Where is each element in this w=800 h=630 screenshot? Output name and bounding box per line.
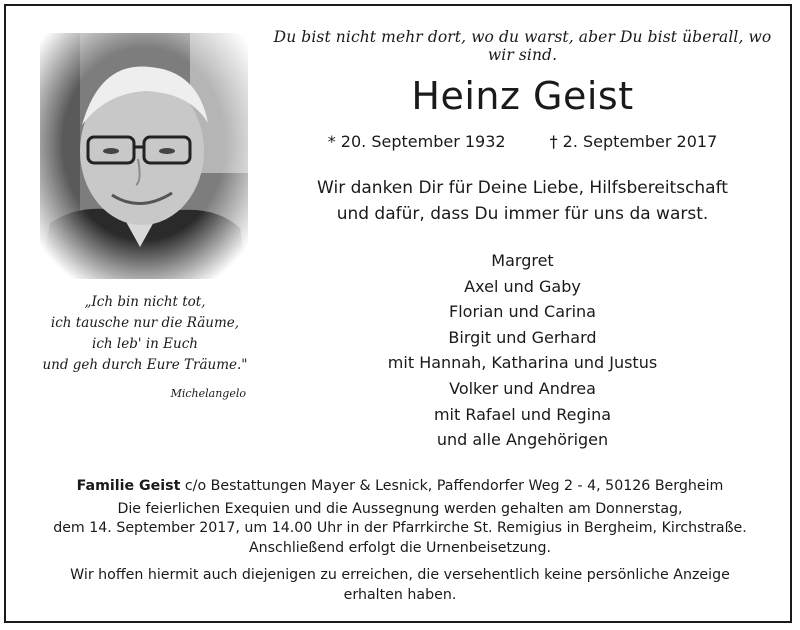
footer — [20, 477, 780, 606]
mourners-list — [270, 248, 775, 453]
contact-line — [20, 477, 780, 497]
portrait-image — [40, 33, 248, 279]
life-dates — [270, 132, 775, 151]
mourner-line: Volker und Andrea — [449, 378, 596, 398]
motto: Du bist nicht mehr dort, wo du warst, aber Du bist überall, wo wir sind. — [273, 28, 772, 64]
service-line: Die feierlichen Exequien und die Aussegnung werden gehalten am Donnerstag, — [117, 500, 683, 517]
contact-address: c/o Bestattungen Mayer & Lesnick, Paffendorfer Weg 2 - 4, 50126 Bergheim — [180, 478, 724, 494]
quote-line: ich leb' in Euch — [92, 336, 198, 352]
contact-family: Familie Geist — [76, 478, 181, 494]
service-line: Anschließend erfolgt die Urnenbeisetzung. — [248, 539, 552, 556]
note-line: erhalten haben. — [343, 586, 457, 603]
mourner-line: Axel und Gaby — [464, 276, 581, 296]
mourner-line: mit Rafael und Regina — [433, 404, 612, 424]
quote-line: und geh durch Eure Träume." — [42, 357, 248, 373]
birth-date: * 20. September 1932 — [327, 132, 506, 151]
mourner-line: und alle Angehörigen — [436, 430, 609, 450]
mourner-line: Florian und Carina — [449, 302, 596, 322]
quote — [30, 292, 260, 376]
mourner-line: Birgit und Gerhard — [448, 327, 597, 347]
quote-line: ich tausche nur die Räume, — [50, 315, 240, 331]
quote-line: „Ich bin nicht tot, — [84, 294, 206, 310]
note-line: Wir hoffen hiermit auch diejenigen zu erreichen, die versehentlich keine persönliche Anzeige — [70, 567, 730, 584]
death-date: † 2. September 2017 — [549, 132, 718, 151]
portrait-photo — [40, 33, 248, 279]
mourner-line: mit Hannah, Katharina und Justus — [387, 353, 658, 373]
thanks-line: und dafür, dass Du immer für uns da warst. — [336, 204, 709, 224]
thanks-text — [270, 175, 775, 227]
quote-author: Michelangelo — [170, 387, 246, 400]
mourner-line: Margret — [491, 251, 554, 270]
deceased-name: Heinz Geist — [411, 74, 634, 118]
service-line: dem 14. September 2017, um 14.00 Uhr in der Pfarrkirche St. Remigius in Bergheim, Kirchstraße. — [53, 520, 747, 537]
thanks-line: Wir danken Dir für Deine Liebe, Hilfsbereitschaft — [317, 178, 728, 198]
